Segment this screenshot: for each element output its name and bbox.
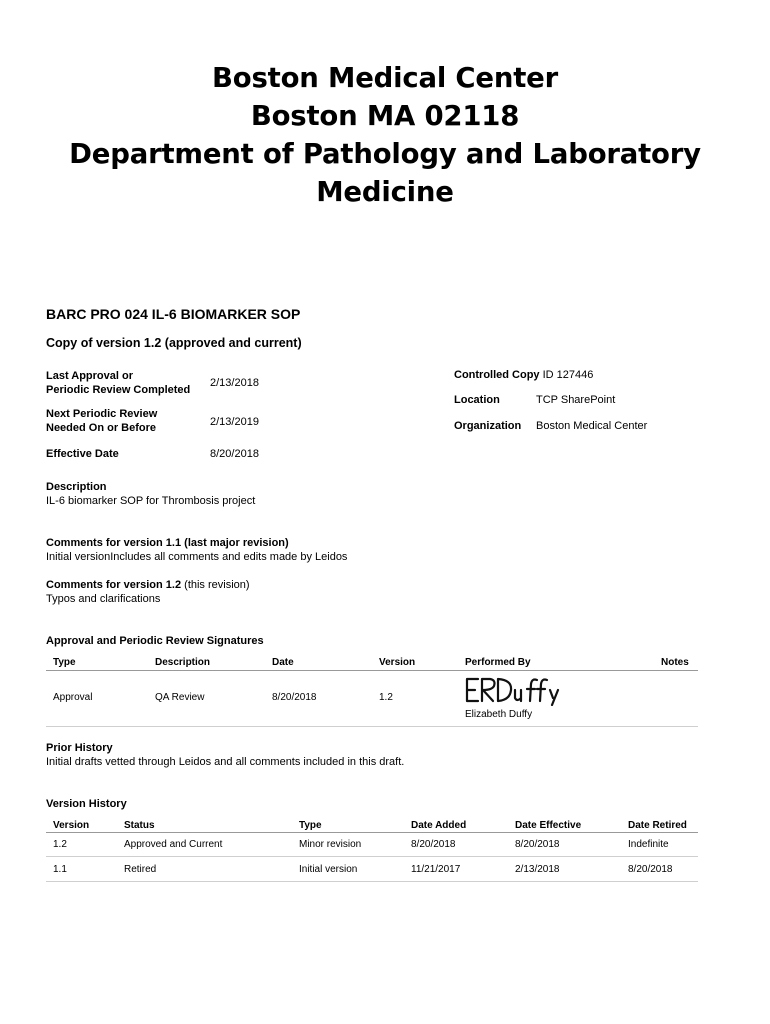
organization-value: Boston Medical Center bbox=[536, 420, 648, 432]
vh-row-2-version: 1.1 bbox=[53, 864, 67, 875]
header-line-1: Boston Medical Center bbox=[212, 62, 558, 94]
next-review-label-line-1: Next Periodic Review bbox=[46, 408, 158, 420]
next-review-label-line-2: Needed On or Before bbox=[46, 422, 157, 434]
last-approval-label-line-1: Last Approval or bbox=[46, 370, 133, 382]
vh-row-1-divider bbox=[46, 856, 698, 857]
next-review-label bbox=[46, 407, 157, 435]
comments-v12-label bbox=[46, 579, 250, 591]
version-history-title: Version History bbox=[46, 798, 127, 810]
vh-header-version: Version bbox=[53, 820, 90, 831]
prior-history-text: Initial drafts vetted through Leidos and all comments included in this draft. bbox=[46, 756, 405, 768]
document-subtitle: Copy of version 1.2 (approved and current) bbox=[46, 336, 302, 350]
signatures-title: Approval and Periodic Review Signatures bbox=[46, 635, 264, 647]
vh-header-type: Type bbox=[299, 820, 322, 831]
vh-row-1-version: 1.2 bbox=[53, 839, 67, 850]
vh-row-1-date-added: 8/20/2018 bbox=[411, 839, 456, 850]
location-label: Location bbox=[454, 394, 500, 406]
description-text: IL-6 biomarker SOP for Thrombosis project bbox=[46, 495, 256, 507]
comments-v12-label-suffix: (this revision) bbox=[181, 579, 250, 591]
sig-header-date: Date bbox=[272, 657, 294, 668]
header-line-3: Department of Pathology and Laboratory bbox=[69, 138, 701, 170]
vh-header-date-added: Date Added bbox=[411, 820, 467, 831]
comments-v11-label: Comments for version 1.1 (last major revision) bbox=[46, 537, 289, 549]
prior-history-label: Prior History bbox=[46, 742, 113, 754]
next-review-value: 2/13/2019 bbox=[210, 416, 259, 428]
vh-header-divider bbox=[46, 832, 698, 833]
header-line-2: Boston MA 02118 bbox=[250, 100, 520, 132]
vh-row-2-date-retired: 8/20/2018 bbox=[628, 864, 673, 875]
controlled-copy-label: Controlled Copy bbox=[454, 369, 540, 381]
sig-row-divider bbox=[46, 726, 698, 727]
description-label: Description bbox=[46, 481, 107, 493]
document-title: BARC PRO 024 IL-6 BIOMARKER SOP bbox=[46, 306, 301, 322]
effective-date-value: 8/20/2018 bbox=[210, 448, 259, 460]
vh-row-1-date-retired: Indefinite bbox=[628, 839, 669, 850]
vh-row-1-status: Approved and Current bbox=[124, 839, 223, 850]
sig-description: QA Review bbox=[155, 692, 205, 703]
sig-header-description: Description bbox=[155, 657, 211, 668]
sig-header-type: Type bbox=[53, 657, 76, 668]
vh-row-2-divider bbox=[46, 881, 698, 882]
sig-type: Approval bbox=[53, 692, 93, 703]
controlled-copy-value: ID 127446 bbox=[542, 369, 594, 381]
sig-header-performed-by: Performed By bbox=[465, 657, 531, 668]
vh-header-date-retired: Date Retired bbox=[628, 820, 687, 831]
vh-row-2-type: Initial version bbox=[299, 864, 358, 875]
controlled-copy bbox=[454, 368, 593, 382]
last-approval-value: 2/13/2018 bbox=[210, 377, 259, 389]
vh-header-status: Status bbox=[124, 820, 155, 831]
sig-version: 1.2 bbox=[379, 692, 393, 703]
header-line-4: Medicine bbox=[316, 176, 454, 208]
comments-v11-text: Initial versionIncludes all comments and edits made by Leidos bbox=[46, 551, 348, 563]
comments-v12-label-main: Comments for version 1.2 bbox=[46, 579, 182, 591]
vh-row-1-type: Minor revision bbox=[299, 839, 362, 850]
vh-row-2-date-added: 11/21/2017 bbox=[411, 864, 461, 875]
vh-row-1-date-effective: 8/20/2018 bbox=[515, 839, 560, 850]
vh-header-date-effective: Date Effective bbox=[515, 820, 582, 831]
location-value: TCP SharePoint bbox=[536, 394, 616, 406]
sig-date: 8/20/2018 bbox=[272, 692, 317, 703]
vh-row-2-status: Retired bbox=[124, 864, 157, 875]
last-approval-label bbox=[46, 369, 190, 397]
last-approval-label-line-2: Periodic Review Completed bbox=[46, 384, 191, 396]
organization-label: Organization bbox=[454, 420, 522, 432]
sig-header-divider bbox=[46, 670, 698, 671]
effective-date-label: Effective Date bbox=[46, 448, 119, 460]
comments-v12-text: Typos and clarifications bbox=[46, 593, 161, 605]
sig-header-notes: Notes bbox=[661, 657, 689, 668]
vh-row-2-date-effective: 2/13/2018 bbox=[515, 864, 560, 875]
handwritten-signature bbox=[464, 674, 568, 706]
sig-header-version: Version bbox=[379, 657, 416, 668]
document-header bbox=[0, 59, 770, 211]
sig-performed-by: Elizabeth Duffy bbox=[465, 709, 533, 720]
